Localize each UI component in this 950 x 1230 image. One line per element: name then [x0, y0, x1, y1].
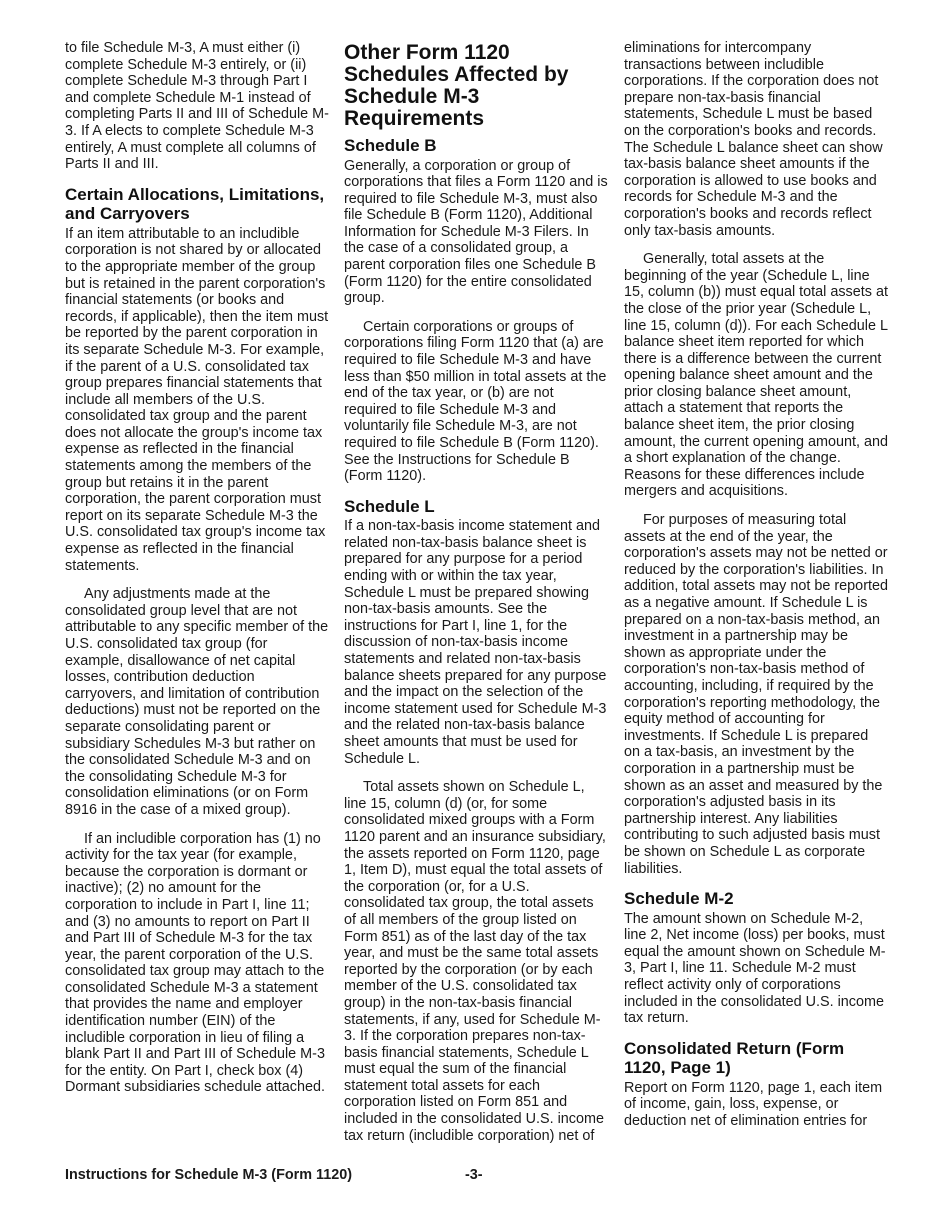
paragraph: The amount shown on Schedule M-2, line 2, Net income (loss) per books, must equal the amount shown on Schedule M-3, Part I, line 11. Schedule M-2 must reflect activity only of corporations included in the consolidated U.S. income tax return.: [624, 910, 886, 1027]
column-left: [65, 40, 329, 1108]
page-number: -3-: [465, 1167, 483, 1183]
paragraph: If an item attributable to an includible corporation is not shared by or allocated to the appropriate member of the group but is retained in the parent corporation's financial statements (or books and records, if applicable), then the item must be reported by the parent corporation in its separate Schedule M-3. For example, if the parent of a U.S. consolidated tax group prepares financial statements that include all members of the U.S. consolidated tax group and the parent does not allocate the group's income tax expense as reflected in the financial statements among the members of the group but retains it in the parent corporation, the parent corporation must report on its separate Schedule M-3 the U.S. consolidated tax group's income tax expense as reflected in the financial statements.: [65, 225, 329, 574]
column-right: [624, 40, 888, 1142]
paragraph: Any adjustments made at the consolidated group level that are not attributable to any specific member of the U.S. consolidated tax group (for example, disallowance of net capital losses, contribution deduction carryovers, and limitation of contribution deductions) must not be reported on the separate consolidating parent or subsidiary Schedules M-3 but rather on the consolidated Schedule M-3 and on the consolidating Schedule M-3 for consolidation eliminations (or on Form 8916 in the case of a mixed group).: [65, 586, 329, 818]
section-heading-schedule-m2: Schedule M-2: [624, 889, 734, 909]
paragraph: Report on Form 1120, page 1, each item of income, gain, loss, expense, or deduction net of elimination entries for: [624, 1079, 883, 1129]
section-title-other-schedules: Other Form 1120 Schedules Affected by Schedule M-3 Requirements: [344, 41, 569, 130]
paragraph: If an includible corporation has (1) no activity for the tax year (for example, because the corporation is dormant or inactive); (2) no amount for the corporation to include in Part I, line 11; and (3) no amounts to report on Part II and Part III of Schedule M-3 for the tax year, the parent corporation of the U.S. consolidated tax group may attach to the consolidated Schedule M-3 a statement that provides the name and employer identification number (EIN) of the includible corporation in lieu of filing a blank Part II and Part III of Schedule M-3 for the entity. On Part I, check box (4) Dormant subsidiaries schedule attached.: [65, 830, 325, 1096]
paragraph: Generally, a corporation or group of corporations that files a Form 1120 and is required to file Schedule M-3, must also file Schedule B (Form 1120), Additional Information for Schedule M-3 Filers. In the case of a consolidated group, a parent corporation files one Schedule B (Form 1120) for the entire consolidated group.: [344, 157, 608, 307]
paragraph: If a non-tax-basis income statement and related non-tax-basis balance sheet is prepared for any purpose for a period ending with or within the tax year, Schedule L must be prepared showing non-tax-basis amounts. See the instructions for Part I, line 1, for the discussion of non-tax-basis income statements and related non-tax-basis balance sheets prepared for any purpose and the impact on the selection of the income statement used for Schedule M-3 and the related non-tax-basis balance sheet amounts that must be used for Schedule L.: [344, 518, 607, 767]
paragraph: Certain corporations or groups of corporations filing Form 1120 that (a) are required to file Schedule M-3 and have less than $50 million in total assets at the end of the tax year, or (b) are not required to file Schedule M-3 and voluntarily file Schedule M-3, are not required to file Schedule B (Form 1120). See the Instructions for Schedule B (Form 1120).: [344, 318, 607, 485]
section-heading-schedule-b: Schedule B: [344, 136, 437, 155]
paragraph: to file Schedule M-3, A must either (i) complete Schedule M-3 entirely, or (ii) complete Schedule M-3 through Part I and complete Schedule M-1 instead of completing Parts II and III of Schedule M-3. If A elects to complete Schedule M-3 entirely, A must complete all columns of Parts II and III.: [65, 40, 329, 173]
paragraph: For purposes of measuring total assets at the end of the year, the corporation's assets may not be netted or reduced by the corporation's liabilities. In addition, total assets may not be reported as a negative amount. If Schedule L is prepared on a non-tax-basis method, an investment in a partnership may be shown as appropriate under the corporation's non-tax-basis method of accounting, including, if required by the corporation's reporting methodology, the equity method of accounting for investments. If Schedule L is prepared on a tax-basis, an investment by the corporation in a partnership must be shown as an asset and measured by the corporation's adjusted basis in its partnership interest. Any liabilities contributing to such adjusted basis must be shown on Schedule L as corporate liabilities.: [624, 512, 888, 877]
paragraph: Generally, total assets at the beginning of the year (Schedule L, line 15, column (b)) must equal total assets at the close of the prior year (Schedule L, line 15, column (d)). For each Schedule L balance sheet item reported for which there is a difference between the current opening balance sheet amount and the prior closing balance sheet amount, attach a statement that reports the balance sheet item, the prior closing amount, the current opening amount, and a short explanation of the change. Reasons for these differences include mergers and acquisitions.: [624, 251, 889, 500]
section-heading-consolidated-return: Consolidated Return (Form 1120, Page 1): [624, 1038, 845, 1078]
section-heading-schedule-l: Schedule L: [344, 496, 435, 516]
column-middle: [344, 40, 608, 1156]
footer-title: Instructions for Schedule M-3 (Form 1120): [65, 1167, 353, 1183]
section-heading-allocations: Certain Allocations, Limitations, and Carryovers: [65, 184, 325, 224]
paragraph: Total assets shown on Schedule L, line 15, column (d) (or, for some consolidated mixed groups with a Form 1120 parent and an insurance subsidiary, the assets reported on Form 1120, page 1, Item D), must equal the total assets of the corporation (or, for a U.S. consolidated tax group, the total assets of all members of the group listed on Form 851) as of the last day of the tax year, and must be the same total assets reported by the corporation (or by each member of the U.S. consolidated tax group) in the non-tax-basis financial statements, if any, used for Schedule M-3. If the corporation prepares non-tax-basis financial statements, Schedule L must equal the sum of the financial statement total assets for each corporation listed on Form 851 and included in the consolidated U.S. income tax return (includible corporation) net of: [344, 779, 606, 1144]
paragraph: eliminations for intercompany transactions between includible corporations. If the corporation does not prepare non-tax-basis financial statements, Schedule L must be based on the corporation's books and records. The Schedule L balance sheet can show tax-basis balance sheet amounts if the corporation is allowed to use books and records for Schedule M-3 and the corporation's books and records reflect only tax-basis amounts.: [624, 40, 883, 239]
